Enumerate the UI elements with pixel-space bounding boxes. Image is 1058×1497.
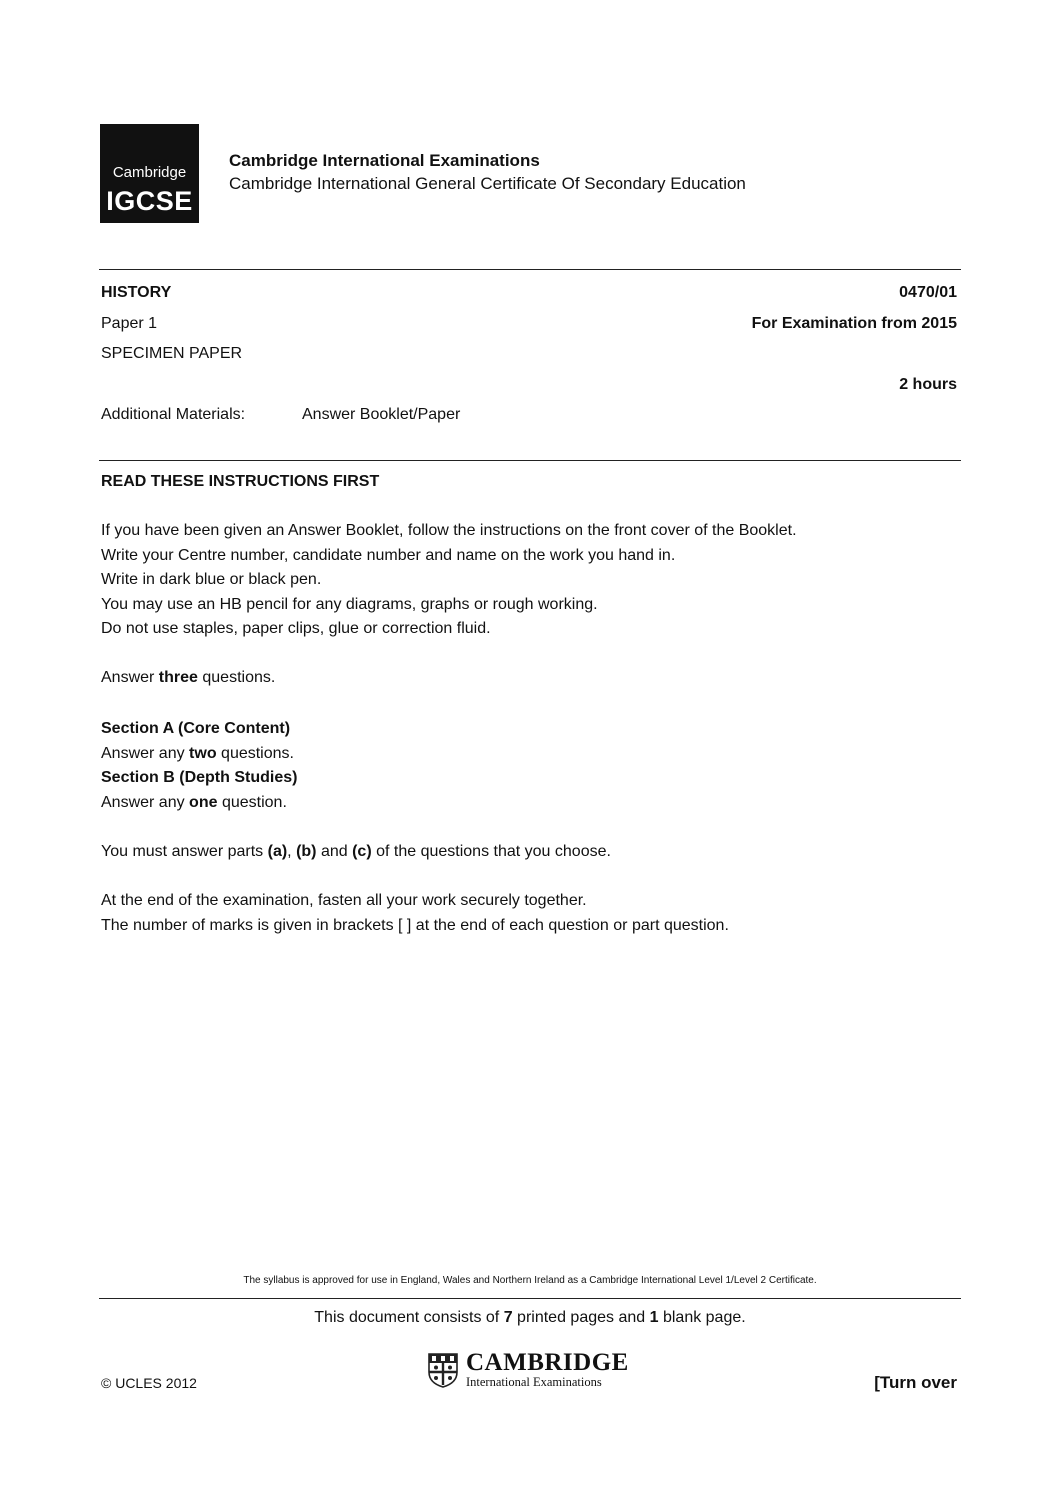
consists-post: blank page. (658, 1309, 746, 1326)
end-block (101, 889, 729, 938)
printed-pages-count: 7 (503, 1309, 513, 1326)
part-b: (b) (296, 843, 317, 860)
page-count-line (99, 1309, 961, 1327)
fasten-line: At the end of the examination, fasten all your work securely together. (101, 892, 587, 909)
instruction-line: Write your Centre number, candidate number and name on the work you hand in. (101, 546, 676, 564)
instruction-line: If you have been given an Answer Booklet, follow the instructions on the front cover of the Booklet. (101, 522, 797, 539)
section-a-count: two (189, 744, 217, 762)
answer-count: three (158, 669, 198, 686)
consists-pre: This document consists of (314, 1309, 504, 1326)
part-a: (a) (267, 843, 288, 860)
sections-block (101, 717, 297, 815)
parts-post: of the questions that you choose. (371, 843, 611, 860)
instruction-line: Write in dark blue or black pen. (101, 571, 322, 589)
parts-pre: You must answer parts (101, 843, 268, 860)
answer-pre: Answer (101, 669, 159, 686)
section-a-pre: Answer any (101, 744, 190, 762)
copyright: © UCLES 2012 (101, 1375, 197, 1391)
subject-name: HISTORY (101, 284, 172, 301)
instruction-line: You may use an HB pencil for any diagrams, graphs or rough working. (101, 595, 598, 613)
section-b-count: one (189, 793, 218, 811)
cambridge-subtitle: International Examinations (466, 1375, 602, 1389)
logo-big-text: IGCSE (106, 186, 193, 216)
section-b-pre: Answer any (101, 793, 190, 811)
section-b-title: Section B (Depth Studies) (101, 769, 298, 787)
cambridge-wordmark: CAMBRIDGE (466, 1349, 629, 1376)
org-subtitle: Cambridge International General Certificate Of Secondary Education (229, 174, 746, 193)
parts-sep: , (287, 843, 297, 860)
materials-value: Answer Booklet/Paper (302, 406, 461, 423)
turn-over: [Turn over (874, 1373, 957, 1392)
duration: 2 hours (899, 376, 957, 393)
instructions-heading: READ THESE INSTRUCTIONS FIRST (101, 473, 380, 490)
section-a-rule (101, 742, 297, 767)
top-divider (99, 269, 961, 270)
materials-label: Additional Materials: (101, 406, 246, 423)
paper-type: SPECIMEN PAPER (101, 345, 243, 362)
section-a-title: Section A (Core Content) (101, 720, 291, 737)
answer-count-line (101, 666, 275, 691)
parts-sep: and (316, 843, 353, 860)
cambridge-crest-icon (427, 1352, 459, 1388)
logo-small-text: Cambridge (112, 164, 187, 181)
paper-code: 0470/01 (899, 284, 957, 301)
section-b-post: question. (217, 793, 287, 811)
approval-note: The syllabus is approved for use in England, Wales and Northern Ireland as a Cambridge International Level 1/Level 2 Certificate. (243, 1275, 817, 1286)
instructions-divider (99, 460, 961, 461)
marks-line: The number of marks is given in brackets [ ] at the end of each question or part question. (101, 916, 729, 934)
exam-from: For Examination from 2015 (751, 315, 957, 332)
blank-pages-count: 1 (649, 1309, 659, 1326)
footer-divider (99, 1298, 961, 1299)
consists-mid: printed pages and (512, 1309, 650, 1326)
part-c: (c) (352, 843, 372, 860)
section-b-rule (101, 791, 297, 816)
instruction-list (101, 519, 797, 642)
instruction-line: Do not use staples, paper clips, glue or correction fluid. (101, 620, 491, 638)
parts-line (101, 840, 611, 865)
paper-number: Paper 1 (101, 315, 158, 332)
org-title: Cambridge International Examinations (229, 151, 540, 170)
cambridge-igcse-logo (100, 124, 199, 223)
answer-post: questions. (197, 669, 276, 686)
section-a-post: questions. (216, 744, 294, 762)
